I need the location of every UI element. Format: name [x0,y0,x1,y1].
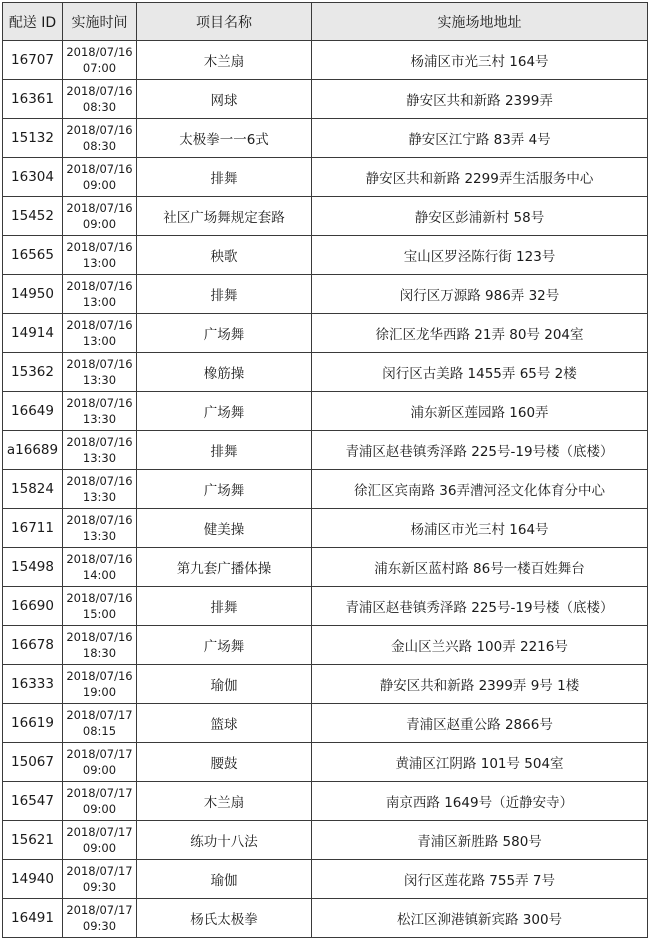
table-row [3,236,648,275]
table-row [3,314,648,353]
time-clock: 13:00 [82,334,117,348]
time-cell [63,80,137,119]
header-time: 实施时间 [63,3,137,41]
table-row [3,665,648,704]
time-date: 2018/07/17 [66,903,133,917]
time-cell [63,119,137,158]
time-clock: 08:30 [82,100,117,114]
time-cell [63,314,137,353]
table-row [3,587,648,626]
project-name-cell: 腰鼓 [137,743,312,782]
venue-address-cell: 杨浦区市光三村 164号 [312,509,648,548]
time-cell [63,704,137,743]
delivery-id-cell: 15132 [3,119,63,158]
time-date: 2018/07/16 [66,318,133,332]
delivery-id-cell: 16333 [3,665,63,704]
venue-address-cell: 静安区共和新路 2399弄 9号 1楼 [312,665,648,704]
table-row [3,392,648,431]
delivery-id-cell: 16649 [3,392,63,431]
time-cell [63,509,137,548]
time-date: 2018/07/16 [66,396,133,410]
project-name-cell: 排舞 [137,275,312,314]
time-date: 2018/07/17 [66,747,133,761]
schedule-table [2,2,648,938]
venue-address-cell: 宝山区罗泾陈行街 123号 [312,236,648,275]
time-clock: 13:00 [82,256,117,270]
project-name-cell: 排舞 [137,431,312,470]
table-row [3,821,648,860]
table-row [3,197,648,236]
time-cell [63,548,137,587]
project-name-cell: 秧歌 [137,236,312,275]
delivery-id-cell: 16547 [3,782,63,821]
project-name-cell: 广场舞 [137,392,312,431]
time-date: 2018/07/16 [66,201,133,215]
delivery-id-cell: 16491 [3,899,63,938]
time-cell [63,587,137,626]
project-name-cell: 网球 [137,80,312,119]
delivery-id-cell: 16690 [3,587,63,626]
venue-address-cell: 青浦区赵巷镇秀泽路 225号-19号楼（底楼） [312,587,648,626]
time-clock: 09:00 [82,763,117,777]
time-cell [63,626,137,665]
project-name-cell: 社区广场舞规定套路 [137,197,312,236]
time-clock: 09:00 [82,841,117,855]
time-cell [63,470,137,509]
time-clock: 14:00 [82,568,117,582]
time-clock: 15:00 [82,607,117,621]
project-name-cell: 排舞 [137,158,312,197]
table-row [3,548,648,587]
time-clock: 13:30 [82,490,117,504]
time-date: 2018/07/16 [66,513,133,527]
project-name-cell: 练功十八法 [137,821,312,860]
project-name-cell: 瑜伽 [137,860,312,899]
table-row [3,470,648,509]
time-date: 2018/07/16 [66,474,133,488]
time-date: 2018/07/16 [66,669,133,683]
venue-address-cell: 青浦区新胜路 580号 [312,821,648,860]
table-row [3,860,648,899]
venue-address-cell: 青浦区赵巷镇秀泽路 225号-19号楼（底楼） [312,431,648,470]
venue-address-cell: 徐汇区龙华西路 21弄 80号 204室 [312,314,648,353]
table-row [3,782,648,821]
venue-address-cell: 松江区泖港镇新宾路 300号 [312,899,648,938]
venue-address-cell: 闵行区莲花路 755弄 7号 [312,860,648,899]
time-cell [63,860,137,899]
time-cell [63,899,137,938]
time-date: 2018/07/17 [66,786,133,800]
delivery-id-cell: 16707 [3,41,63,80]
project-name-cell: 瑜伽 [137,665,312,704]
table-body [3,41,648,938]
venue-address-cell: 金山区兰兴路 100弄 2216号 [312,626,648,665]
delivery-id-cell: 14950 [3,275,63,314]
time-date: 2018/07/16 [66,84,133,98]
table-row [3,899,648,938]
header-delivery-id: 配送 ID [3,3,63,41]
delivery-id-cell: 15452 [3,197,63,236]
header-venue-address: 实施场地地址 [312,3,648,41]
table-row [3,626,648,665]
delivery-id-cell: 15067 [3,743,63,782]
delivery-id-cell: 14914 [3,314,63,353]
venue-address-cell: 浦东新区莲园路 160弄 [312,392,648,431]
project-name-cell: 健美操 [137,509,312,548]
time-cell [63,431,137,470]
table-row [3,704,648,743]
project-name-cell: 排舞 [137,587,312,626]
time-clock: 13:30 [82,412,117,426]
time-cell [63,821,137,860]
time-clock: 13:00 [82,295,117,309]
delivery-id-cell: 14940 [3,860,63,899]
project-name-cell: 第九套广播体操 [137,548,312,587]
time-cell [63,158,137,197]
project-name-cell: 广场舞 [137,470,312,509]
delivery-id-cell: 16711 [3,509,63,548]
delivery-id-cell: 16678 [3,626,63,665]
table-row [3,743,648,782]
time-date: 2018/07/16 [66,279,133,293]
venue-address-cell: 闵行区古美路 1455弄 65号 2楼 [312,353,648,392]
time-clock: 18:30 [82,646,117,660]
header-row [3,3,648,41]
time-date: 2018/07/16 [66,123,133,137]
venue-address-cell: 杨浦区市光三村 164号 [312,41,648,80]
table-header [3,3,648,41]
time-cell [63,353,137,392]
time-clock: 13:30 [82,529,117,543]
project-name-cell: 橡筋操 [137,353,312,392]
project-name-cell: 太极拳一一6式 [137,119,312,158]
time-cell [63,392,137,431]
time-cell [63,197,137,236]
time-clock: 09:30 [82,919,117,933]
delivery-id-cell: 16304 [3,158,63,197]
delivery-id-cell: 15498 [3,548,63,587]
table-row [3,41,648,80]
venue-address-cell: 南京西路 1649号（近静安寺） [312,782,648,821]
time-cell [63,236,137,275]
time-date: 2018/07/16 [66,240,133,254]
time-clock: 09:00 [82,802,117,816]
table-row [3,353,648,392]
project-name-cell: 木兰扇 [137,782,312,821]
project-name-cell: 篮球 [137,704,312,743]
time-date: 2018/07/16 [66,162,133,176]
time-date: 2018/07/16 [66,591,133,605]
table-row [3,158,648,197]
delivery-id-cell: 16565 [3,236,63,275]
time-cell [63,743,137,782]
time-date: 2018/07/16 [66,435,133,449]
time-clock: 13:30 [82,373,117,387]
time-date: 2018/07/16 [66,357,133,371]
time-clock: 09:00 [82,217,117,231]
venue-address-cell: 浦东新区蓝村路 86号一楼百姓舞台 [312,548,648,587]
time-date: 2018/07/16 [66,552,133,566]
project-name-cell: 木兰扇 [137,41,312,80]
table-row [3,509,648,548]
table-row [3,275,648,314]
delivery-id-cell: 16619 [3,704,63,743]
time-clock: 08:15 [82,724,117,738]
venue-address-cell: 静安区彭浦新村 58号 [312,197,648,236]
time-cell [63,41,137,80]
venue-address-cell: 静安区江宁路 83弄 4号 [312,119,648,158]
table-row [3,431,648,470]
delivery-id-cell: 15362 [3,353,63,392]
delivery-id-cell: 16361 [3,80,63,119]
time-date: 2018/07/17 [66,864,133,878]
venue-address-cell: 黄浦区江阴路 101号 504室 [312,743,648,782]
project-name-cell: 杨氏太极拳 [137,899,312,938]
time-clock: 07:00 [82,61,117,75]
delivery-id-cell: a16689 [3,431,63,470]
time-date: 2018/07/17 [66,825,133,839]
time-date: 2018/07/16 [66,630,133,644]
time-clock: 09:00 [82,178,117,192]
venue-address-cell: 静安区共和新路 2299弄生活服务中心 [312,158,648,197]
project-name-cell: 广场舞 [137,314,312,353]
venue-address-cell: 闵行区万源路 986弄 32号 [312,275,648,314]
header-project-name: 项目名称 [137,3,312,41]
time-date: 2018/07/17 [66,708,133,722]
project-name-cell: 广场舞 [137,626,312,665]
venue-address-cell: 青浦区赵重公路 2866号 [312,704,648,743]
time-clock: 08:30 [82,139,117,153]
delivery-id-cell: 15621 [3,821,63,860]
time-clock: 19:00 [82,685,117,699]
time-date: 2018/07/16 [66,45,133,59]
time-cell [63,782,137,821]
venue-address-cell: 徐汇区宾南路 36弄漕河泾文化体育分中心 [312,470,648,509]
table-row [3,119,648,158]
venue-address-cell: 静安区共和新路 2399弄 [312,80,648,119]
time-clock: 09:30 [82,880,117,894]
time-clock: 13:30 [82,451,117,465]
time-cell [63,275,137,314]
table-row [3,80,648,119]
time-cell [63,665,137,704]
delivery-id-cell: 15824 [3,470,63,509]
